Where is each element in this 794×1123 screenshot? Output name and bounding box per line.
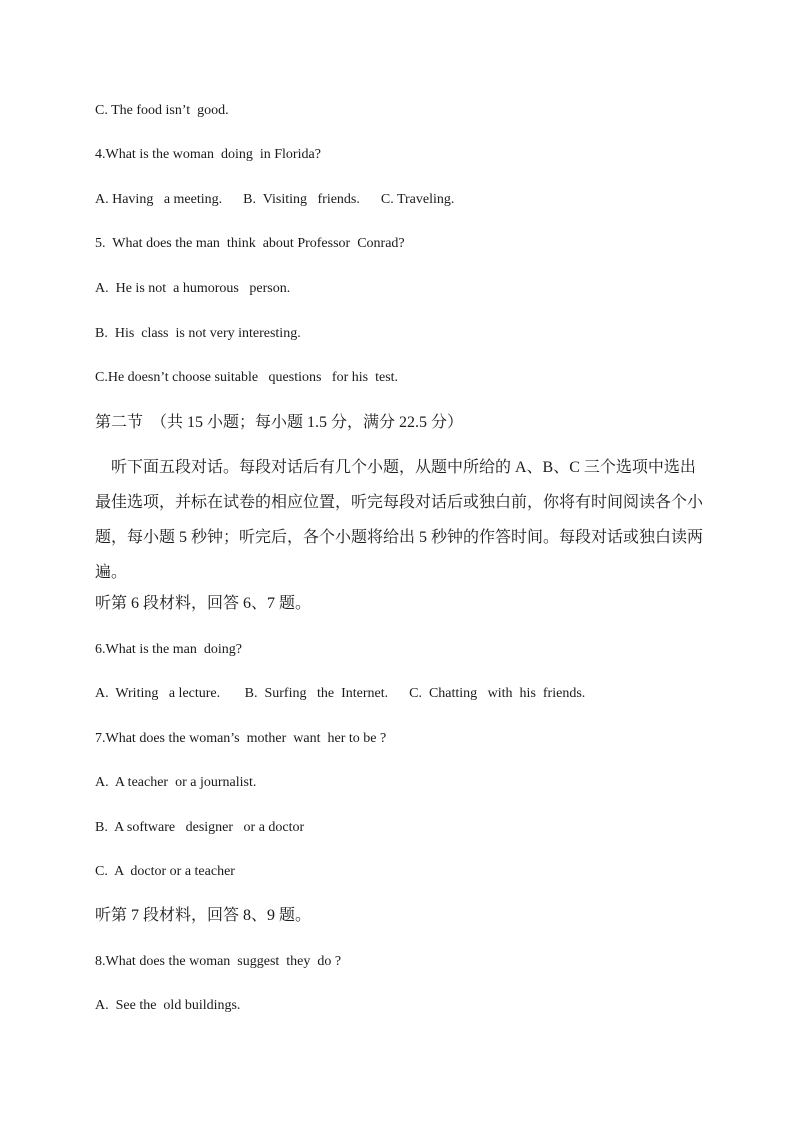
question-7: 7.What does the woman’s mother want her to be ? [95, 731, 387, 746]
question-7-option-a: A. A teacher or a journalist. [95, 775, 257, 790]
question-7-option-c: C. A doctor or a teacher [95, 864, 235, 879]
option-c-food: C. The food isn’t good. [95, 103, 229, 118]
question-5-option-b: B. His class is not very interesting. [95, 326, 301, 341]
question-8-option-a: A. See the old buildings. [95, 998, 241, 1013]
question-5-option-c: C.He doesn’t choose suitable questions for his test. [95, 370, 399, 385]
question-4-options: A. Having a meeting. B. Visiting friends. C. Traveling. [95, 192, 455, 207]
question-7-option-b: B. A software designer or a doctor [95, 820, 305, 835]
question-6: 6.What is the man doing? [95, 642, 242, 657]
question-6-options: A. Writing a lecture. B. Surfing the Internet. C. Chatting with his friends. [95, 686, 586, 701]
question-5: 5. What does the man think about Professor Conrad? [95, 236, 405, 251]
question-5-option-a: A. He is not a humorous person. [95, 281, 291, 296]
section-heading: 第二节 （共 15 小题；每小题 1.5 分，满分 22.5 分） [95, 414, 464, 431]
material-6-heading: 听第 6 段材料，回答 6、7 题。 [95, 595, 312, 612]
material-7-heading: 听第 7 段材料，回答 8、9 题。 [95, 907, 312, 924]
question-8: 8.What does the woman suggest they do ? [95, 954, 342, 969]
question-4: 4.What is the woman doing in Florida? [95, 147, 321, 162]
instructions-paragraph: 听下面五段对话。每段对话后有几个小题，从题中所给的 A、B、C 三个选项中选出最佳选项，并标在试卷的相应位置，听完每段对话后或独白前，你将有时间阅读各个小题，每小题 5 秒钟；听完后，各个小题将给出 5 秒钟的作答时间。每段对话或独白读两遍。 [95, 459, 704, 581]
